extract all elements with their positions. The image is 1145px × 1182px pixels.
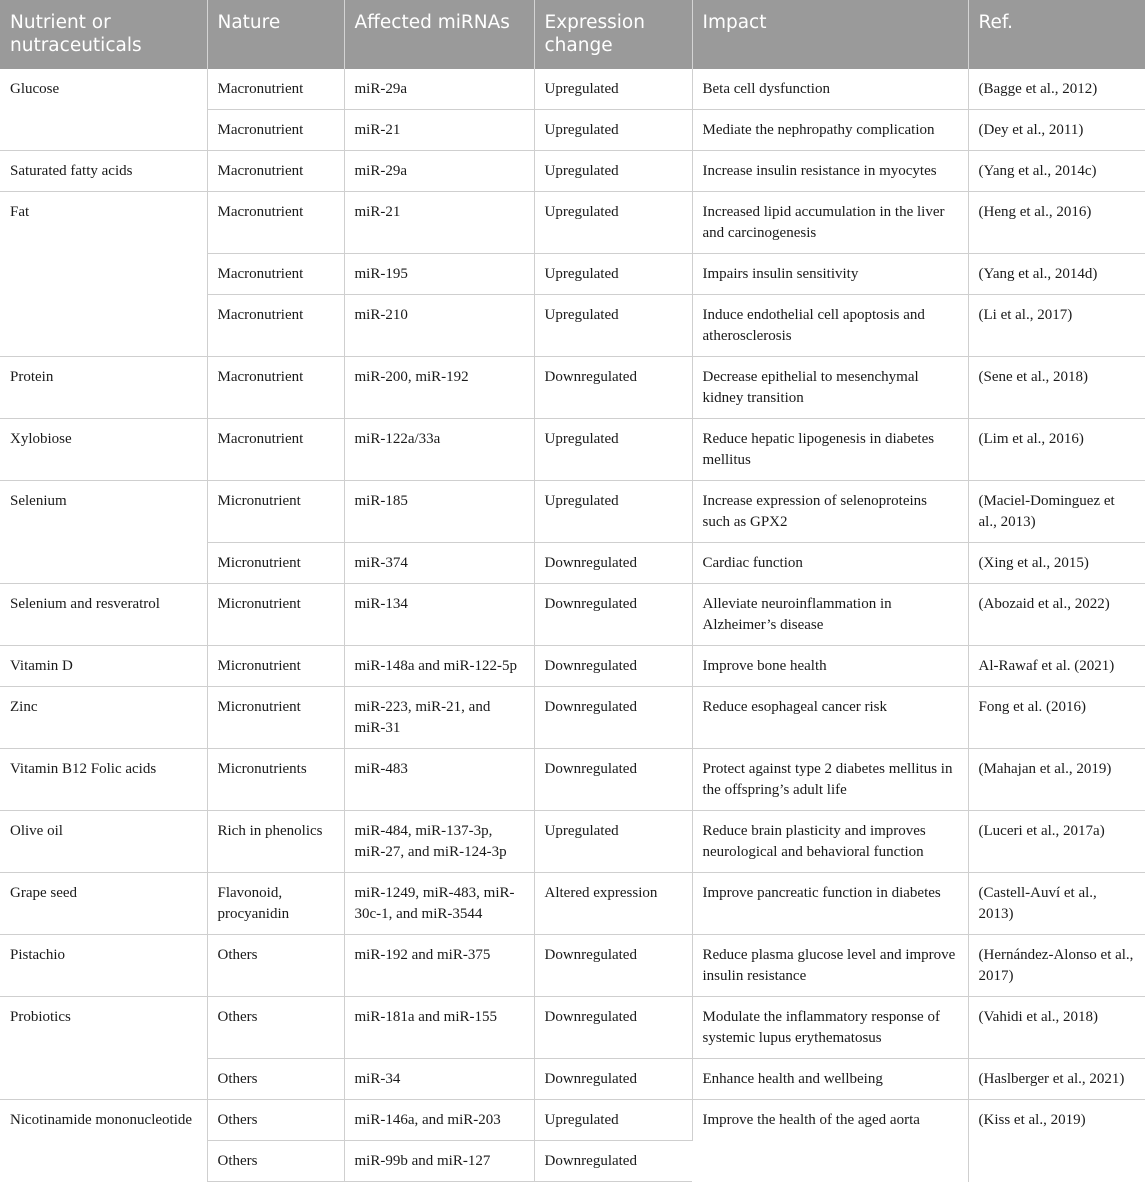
mirnas-cell: miR-200, miR-192 (344, 357, 534, 419)
mirnas-cell: miR-1249, miR-483, miR-30c-1, and miR-3544 (344, 873, 534, 935)
nutrient-cell: Selenium (0, 481, 207, 584)
nature-cell: Rich in phenolics (207, 811, 344, 873)
ref-cell: Al-Rawaf et al. (2021) (968, 646, 1145, 687)
expression-change-cell: Upregulated (534, 811, 692, 873)
header-impact: Impact (692, 0, 968, 69)
expression-change-cell: Downregulated (534, 543, 692, 584)
nutrient-cell: Xylobiose (0, 419, 207, 481)
nature-cell: Macronutrient (207, 69, 344, 110)
table-row (0, 749, 1145, 811)
mirnas-cell: miR-148a and miR-122-5p (344, 646, 534, 687)
ref-cell: (Xing et al., 2015) (968, 543, 1145, 584)
expression-change-cell: Downregulated (534, 749, 692, 811)
expression-change-cell: Downregulated (534, 1141, 692, 1182)
mirnas-cell: miR-122a/33a (344, 419, 534, 481)
impact-cell: Reduce esophageal cancer risk (692, 687, 968, 749)
impact-cell: Reduce plasma glucose level and improve insulin resistance (692, 935, 968, 997)
impact-cell: Beta cell dysfunction (692, 69, 968, 110)
impact-cell: Decrease epithelial to mesenchymal kidney transition (692, 357, 968, 419)
header-row (0, 0, 1145, 69)
ref-cell: (Kiss et al., 2019) (968, 1100, 1145, 1182)
expression-change-cell: Upregulated (534, 1100, 692, 1141)
ref-cell: (Dey et al., 2011) (968, 110, 1145, 151)
nature-cell: Flavonoid, procyanidin (207, 873, 344, 935)
ref-cell: (Hernández-Alonso et al., 2017) (968, 935, 1145, 997)
mirnas-cell: miR-192 and miR-375 (344, 935, 534, 997)
expression-change-cell: Upregulated (534, 419, 692, 481)
header-affected-mirnas: Affected miRNAs (344, 0, 534, 69)
ref-cell: (Abozaid et al., 2022) (968, 584, 1145, 646)
impact-cell: Reduce hepatic lipogenesis in diabetes mellitus (692, 419, 968, 481)
nutrient-cell: Saturated fatty acids (0, 151, 207, 192)
ref-cell: (Li et al., 2017) (968, 295, 1145, 357)
impact-cell: Impairs insulin sensitivity (692, 254, 968, 295)
expression-change-cell: Upregulated (534, 295, 692, 357)
nature-cell: Micronutrient (207, 543, 344, 584)
ref-cell: (Yang et al., 2014c) (968, 151, 1145, 192)
ref-cell: (Lim et al., 2016) (968, 419, 1145, 481)
expression-change-cell: Downregulated (534, 997, 692, 1059)
mirnas-cell: miR-34 (344, 1059, 534, 1100)
nature-cell: Others (207, 997, 344, 1059)
mirnas-cell: miR-134 (344, 584, 534, 646)
nature-cell: Micronutrients (207, 749, 344, 811)
table-row (0, 584, 1145, 646)
ref-cell: (Bagge et al., 2012) (978, 81, 1098, 97)
mirnas-cell: miR-146a, and miR-203 (344, 1100, 534, 1141)
expression-change-cell: Upregulated (534, 192, 692, 254)
ref-cell: (Haslberger et al., 2021) (968, 1059, 1145, 1100)
table-row (0, 873, 1145, 935)
nature-cell: Others (207, 1100, 344, 1141)
nature-cell: Micronutrient (207, 687, 344, 749)
impact-cell: Increase expression of selenoproteins such as GPX2 (692, 481, 968, 543)
impact-cell: Cardiac function (692, 543, 968, 584)
ref-cell: (Maciel-Dominguez et al., 2013) (968, 481, 1145, 543)
mirnas-cell: miR-195 (344, 254, 534, 295)
impact-cell: Improve the health of the aged aorta (692, 1100, 968, 1182)
table-row (0, 192, 1145, 254)
nature-cell: Macronutrient (207, 254, 344, 295)
impact-cell: Induce endothelial cell apoptosis and atherosclerosis (692, 295, 968, 357)
expression-change-cell: Upregulated (534, 110, 692, 151)
nature-cell: Macronutrient (207, 295, 344, 357)
mirnas-cell: miR-374 (344, 543, 534, 584)
table-body (0, 69, 1145, 1182)
impact-cell: Mediate the nephropathy complication (692, 110, 968, 151)
ref-cell: (Luceri et al., 2017a) (968, 811, 1145, 873)
mirnas-cell: miR-99b and miR-127 (344, 1141, 534, 1182)
mirnas-cell: miR-21 (344, 192, 534, 254)
nutrient-cell: Fat (0, 192, 207, 357)
expression-change-cell: Downregulated (534, 646, 692, 687)
mirnas-cell: miR-29a (344, 151, 534, 192)
nutrient-cell: Zinc (0, 687, 207, 749)
ref-cell: Fong et al. (2016) (968, 687, 1145, 749)
table-row (0, 357, 1145, 419)
ref-cell: (Sene et al., 2018) (968, 357, 1145, 419)
table-header (0, 0, 1145, 69)
nature-cell: Micronutrient (207, 584, 344, 646)
header-nature: Nature (207, 0, 344, 69)
expression-change-cell: Downregulated (534, 1059, 692, 1100)
nutrient-cell: Nicotinamide mononucleotide (0, 1100, 207, 1182)
expression-change-cell: Downregulated (534, 935, 692, 997)
nature-cell: Macronutrient (207, 192, 344, 254)
header-ref: Ref. (968, 0, 1145, 69)
nutrient-cell: Pistachio (0, 935, 207, 997)
nutrient-cell: Vitamin D (0, 646, 207, 687)
table-row (0, 1100, 1145, 1141)
nature-cell: Others (207, 1141, 344, 1182)
expression-change-cell: Upregulated (534, 151, 692, 192)
nature-cell: Micronutrient (207, 646, 344, 687)
table-row (0, 69, 1145, 110)
table-row (0, 997, 1145, 1059)
nature-cell: Macronutrient (207, 110, 344, 151)
ref-cell: (Castell-Auví et al., 2013) (968, 873, 1145, 935)
nature-cell: Macronutrient (207, 357, 344, 419)
mirnas-cell: miR-21 (344, 110, 534, 151)
table-row (0, 151, 1145, 192)
table-row (0, 811, 1145, 873)
impact-cell: Enhance health and wellbeing (692, 1059, 968, 1100)
mirnas-cell: miR-210 (344, 295, 534, 357)
table-row (0, 646, 1145, 687)
expression-change-cell: Upregulated (534, 69, 692, 110)
nature-cell: Macronutrient (207, 419, 344, 481)
nutrient-cell: Selenium and resveratrol (0, 584, 207, 646)
mirnas-cell: miR-484, miR-137-3p, miR-27, and miR-124-3p (344, 811, 534, 873)
expression-change-cell: Downregulated (534, 584, 692, 646)
mirnas-cell: miR-223, miR-21, and miR-31 (344, 687, 534, 749)
expression-change-cell: Altered expression (534, 873, 692, 935)
nutrient-cell: Grape seed (0, 873, 207, 935)
impact-cell: Reduce brain plasticity and improves neurological and behavioral function (692, 811, 968, 873)
nature-cell: Others (207, 1059, 344, 1100)
ref-cell: (Vahidi et al., 2018) (968, 997, 1145, 1059)
ref-cell: (Yang et al., 2014d) (968, 254, 1145, 295)
table-row (0, 935, 1145, 997)
table-row (0, 419, 1145, 481)
nutrient-cell: Olive oil (0, 811, 207, 873)
header-expression-change: Expression change (534, 0, 692, 69)
impact-cell: Improve bone health (692, 646, 968, 687)
nutrient-cell: Protein (0, 357, 207, 419)
expression-change-cell: Downregulated (534, 357, 692, 419)
mirnas-cell: miR-483 (344, 749, 534, 811)
expression-change-cell: Upregulated (534, 254, 692, 295)
nature-cell: Macronutrient (207, 151, 344, 192)
impact-cell: Modulate the inflammatory response of systemic lupus erythematosus (692, 997, 968, 1059)
ref-cell: (Heng et al., 2016) (968, 192, 1145, 254)
impact-cell: Alleviate neuroinflammation in Alzheimer’s disease (692, 584, 968, 646)
mirnas-cell: miR-29a (344, 69, 534, 110)
nature-cell: Micronutrient (207, 481, 344, 543)
header-nutrient: Nutrient or nutraceuticals (0, 0, 207, 69)
table-row (0, 687, 1145, 749)
table-row (0, 481, 1145, 543)
impact-cell: Increased lipid accumulation in the liver and carcinogenesis (692, 192, 968, 254)
nutrient-cell: Vitamin B12 Folic acids (0, 749, 207, 811)
impact-cell: Increase insulin resistance in myocytes (692, 151, 968, 192)
ref-cell: (Mahajan et al., 2019) (968, 749, 1145, 811)
impact-cell: Protect against type 2 diabetes mellitus in the offspring’s adult life (692, 749, 968, 811)
mirnas-cell: miR-181a and miR-155 (344, 997, 534, 1059)
impact-cell: Improve pancreatic function in diabetes (692, 873, 968, 935)
expression-change-cell: Upregulated (534, 481, 692, 543)
nature-cell: Others (207, 935, 344, 997)
mirnas-cell: miR-185 (344, 481, 534, 543)
nutrient-cell: Probiotics (0, 997, 207, 1100)
nutrient-cell: Glucose (0, 69, 207, 151)
expression-change-cell: Downregulated (534, 687, 692, 749)
